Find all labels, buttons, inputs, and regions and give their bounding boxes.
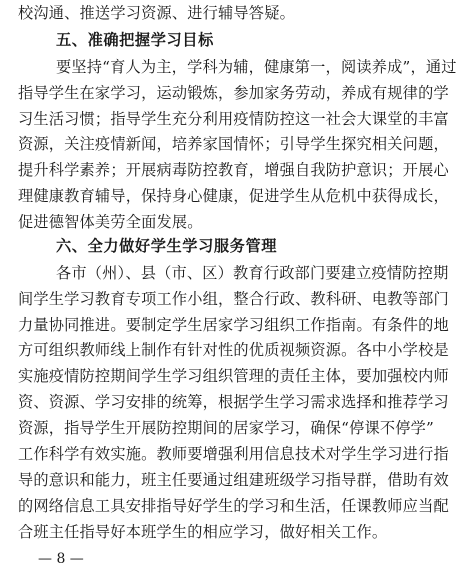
text-line: 合班主任指导好本班学生的相应学习，做好相关工作。: [18, 523, 388, 541]
page-number: — 8 —: [38, 551, 84, 567]
text-line: 促进德智体美劳全面发展。: [18, 213, 203, 231]
text-line: 校沟通、推送学习资源、进行辅导答疑。: [18, 4, 295, 22]
text-line: 理健康教育辅导，保持身心健康，促进学生从危机中获得成长，: [18, 187, 449, 205]
text-line: 指导学生在家学习，运动锻炼，参加家务劳动，养成有规律的学: [18, 84, 449, 102]
text-line: 方可组织教师线上制作有针对性的优质视频资源。各中小学校是: [18, 341, 449, 359]
section-heading-5: 五、准确把握学习目标: [56, 31, 214, 49]
text-line: 要坚持“育人为主，学科为辅，健康第一，阅读养成”，通过: [56, 58, 457, 76]
text-line: 导的意识和能力，班主任要通过组建班级学习指导群，借助有效: [18, 471, 449, 489]
text-line: 资、资源、学习安排的统筹，根据学生学习需求选择和推荐学习: [18, 393, 449, 411]
text-line: 实施疫情防控期间学生学习组织管理的责任主体，要加强校内师: [18, 367, 449, 385]
text-line: 各市（州）、县（市、区）教育行政部门要建立疫情防控期: [56, 264, 449, 282]
text-line: 资源，指导学生开展防控期间的居家学习，确保“停课不停学”: [18, 419, 435, 437]
text-line: 资源，关注疫情新闻，培养家国情怀；引导学生探究相关问题，: [18, 135, 449, 153]
section-heading-6: 六、全力做好学生学习服务管理: [56, 237, 278, 255]
text-line: 习生活习惯；指导学生充分利用疫情防控这一社会大课堂的丰富: [18, 110, 449, 128]
text-line: 提升科学素养；开展病毒防控教育，增强自我防护意识；开展心: [18, 161, 449, 179]
text-line: 的网络信息工具安排指导好学生的学习和生活，任课教师应当配: [18, 497, 449, 515]
text-line: 间学生学习教育专项工作小组，整合行政、教科研、电教等部门: [18, 290, 449, 308]
text-line: 力量协同推进。要制定学生居家学习组织工作指南。有条件的地: [18, 316, 449, 334]
text-line: 工作科学有效实施。教师要增强利用信息技术对学生学习进行指: [18, 445, 449, 463]
